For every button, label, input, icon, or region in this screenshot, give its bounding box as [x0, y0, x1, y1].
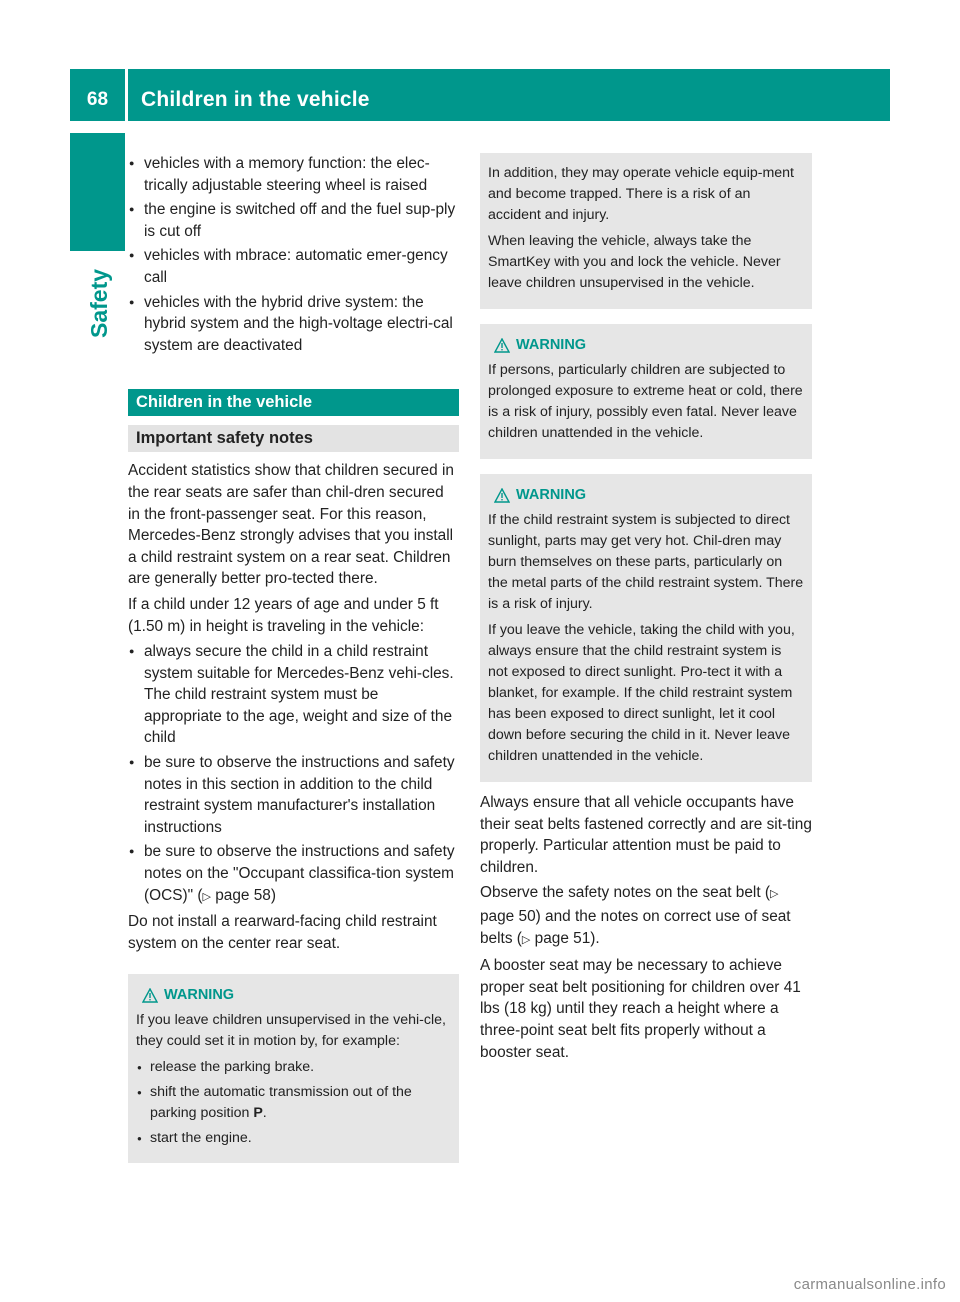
page-number-box — [70, 69, 125, 121]
warning-triangle-icon — [142, 988, 158, 1003]
warning-triangle-icon — [494, 338, 510, 353]
list-item-text: shift the automatic transmission out of the parking position — [150, 1084, 412, 1122]
watermark: carmanualsonline.info — [793, 1276, 946, 1293]
warning-heading — [488, 334, 804, 356]
warning-text: In addition, they may operate vehicle equip-ment and become trapped. There is a risk of an accident and injury. — [488, 165, 795, 223]
right-column — [480, 153, 812, 1067]
side-tab-block — [70, 133, 125, 251]
page-ref-arrow-icon: ▷ — [521, 933, 531, 946]
paragraph: Always ensure that all vehicle occupants have their seat belts fastened correctly and are sit-ting properly. Particular attention must be paid to children. — [480, 794, 812, 876]
gear-position: P — [253, 1105, 263, 1122]
side-tab-text: Safety — [86, 268, 112, 338]
warning-label: WARNING — [516, 487, 587, 503]
paragraph — [480, 882, 812, 951]
list-item-text: be sure to observe the instructions and safety notes on the "Occupant classifica-tion system (OCS)" ( — [144, 843, 455, 904]
list-item: ● vehicles with mbrace: automatic emer-gency call — [128, 245, 459, 288]
list-item: ● vehicles with the hybrid drive system: the hybrid system and the high-voltage electri-cal system are deactivated — [128, 292, 459, 357]
list-item: ● always secure the child in a child restraint system suitable for Mercedes-Benz vehi-cles. The child restraint system must be appropriate to the age, weight and size of the child — [128, 641, 459, 749]
paragraph: Accident statistics show that children secured in the rear seats are safer than chil-dren secured in the front-passenger seat. For this reason, Mercedes-Benz strongly advises that you install a child restraint system on a rear seat. Children are generally better pro-tected there. — [128, 462, 454, 588]
warning-label: WARNING — [164, 987, 235, 1004]
warning-text: If the child restraint system is subjected to direct sunlight, parts may get very hot. Chil-dren may burn themselves on these parts, particularly on the metal parts of the child restraint system. There is a risk of injury. — [488, 512, 804, 612]
page-ref-link[interactable]: page 50) and the notes on correct use of seat belts ( — [480, 907, 791, 947]
warning-bullet-list — [136, 1057, 451, 1149]
warning-text: If you leave children unsupervised in the vehi-cle, they could set it in motion by, for example: — [136, 1012, 446, 1050]
warning-text: When leaving the vehicle, always take the SmartKey with you and lock the vehicle. Never leave children unsupervised in the vehicle. — [488, 233, 781, 291]
paragraph: If a child under 12 years of age and under 5 ft (1.50 m) in height is traveling in the vehicle: — [128, 595, 439, 635]
intro-bullet-list — [128, 153, 459, 356]
list-item — [128, 841, 459, 908]
list-item: ● vehicles with a memory function: the elec-trically adjustable steering wheel is raised — [128, 153, 459, 196]
page-title: Children in the vehicle — [141, 88, 370, 111]
warning-text: If you leave the vehicle, taking the child with you, always ensure that the child restraint system is not exposed to direct sunlight. Pro-tect it with a blanket, for example. If the child restraint system has been exposed to direct sunlight, let it cool down before securing the child in it. Never leave children unattended in the vehicle. — [488, 622, 795, 764]
side-tab-label — [72, 258, 122, 348]
list-item: ● the engine is switched off and the fuel sup-ply is cut off — [128, 199, 459, 242]
page-number: 68 — [86, 89, 109, 110]
list-item: ● start the engine. — [136, 1128, 451, 1149]
list-item — [136, 1082, 451, 1124]
page-ref-arrow-icon: ▷ — [770, 888, 779, 901]
list-item: ● be sure to observe the instructions and safety notes in this section in addition to the child restraint system manufacturer's installation instructions — [128, 752, 459, 838]
page-ref-link[interactable]: page 58) — [215, 886, 276, 904]
subsection-heading: Important safety notes — [128, 425, 459, 452]
warning-box — [480, 324, 812, 459]
child-bullet-list — [128, 641, 459, 908]
warning-heading — [136, 984, 451, 1006]
warning-continuation-box — [480, 153, 812, 309]
page-ref-link[interactable]: page 51). — [534, 929, 600, 947]
list-item: ● release the parking brake. — [136, 1057, 451, 1078]
paragraph-text: Observe the safety notes on the seat belt ( — [480, 884, 771, 902]
warning-box — [128, 974, 459, 1163]
left-column — [128, 153, 459, 1163]
header-bar — [128, 69, 890, 121]
list-item-end: . — [262, 1105, 267, 1122]
paragraph: Do not install a rearward-facing child restraint system on the center rear seat. — [128, 913, 437, 952]
paragraph: A booster seat may be necessary to achieve proper seat belt positioning for children over 41 lbs (18 kg) until they reach a height where a three-point seat belt fits properly without a booster seat. — [480, 957, 801, 1061]
section-heading: Children in the vehicle — [128, 389, 459, 416]
warning-triangle-icon — [494, 488, 510, 503]
warning-label: WARNING — [516, 337, 587, 353]
warning-text: If persons, particularly children are subjected to prolonged exposure to extreme heat or cold, there is a risk of injury, possibly even fatal. Never leave children unattended in the vehicle. — [488, 362, 803, 441]
warning-box — [480, 474, 812, 782]
page-ref-arrow-icon: ▷ — [202, 890, 211, 903]
warning-heading — [488, 484, 804, 506]
